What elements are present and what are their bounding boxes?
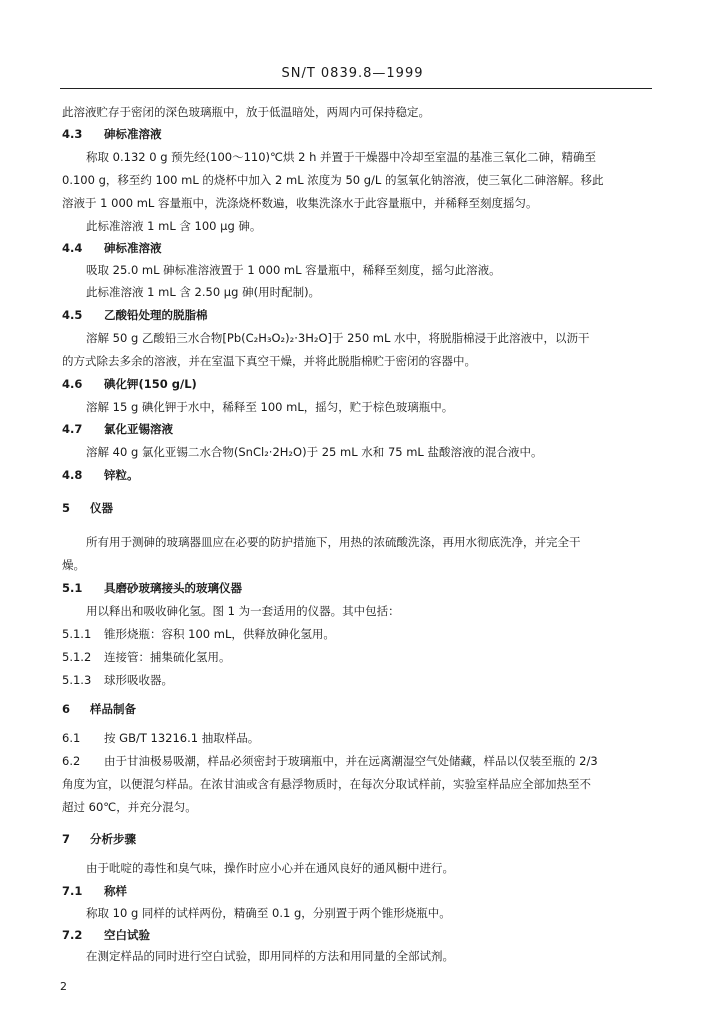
section-heading-7-1: 7.1 称样 (62, 884, 127, 898)
paragraph: 的方式除去多余的溶液，并在室温下真空干燥，并将此脱脂棉贮于密闭的容器中。 (62, 354, 476, 368)
paragraph: 吸取 25.0 mL 砷标准溶液置于 1 000 mL 容量瓶中，稀释至刻度，摇匀此溶液。 (86, 263, 501, 277)
paragraph: 称取 0.132 0 g 预先经(100～110)℃烘 2 h 并置于干燥器中冷却至室温的基准三氧化二砷，精确至 (86, 150, 597, 164)
paragraph: 此标准溶液 1 mL 含 2.50 μg 砷(用时配制)。 (86, 285, 321, 299)
paragraph: 由于吡啶的毒性和臭气味，操作时应小心并在通风良好的通风橱中进行。 (86, 861, 454, 875)
section-heading-5: 5 仪器 (62, 501, 113, 515)
item-6-1: 6.1 按 GB/T 13216.1 抽取样品。 (62, 731, 260, 745)
item-5-1-1: 5.1.1 锥形烧瓶：容积 100 mL，供释放砷化氢用。 (62, 627, 335, 641)
header-rule (60, 88, 652, 89)
standard-code-header: SN/T 0839.8—1999 (281, 66, 424, 81)
section-heading-4-3: 4.3 砷标准溶液 (62, 127, 162, 141)
section-heading-6: 6 样品制备 (62, 702, 136, 716)
paragraph: 溶解 50 g 乙酸铅三水合物[Pb(C₂H₃O₂)₂·3H₂O]于 250 mL 水中，将脱脂棉浸于此溶液中，以沥干 (86, 331, 590, 345)
paragraph: 溶液于 1 000 mL 容量瓶中，洗涤烧杯数遍，收集洗涤水于此容量瓶中，并稀释至刻度摇匀。 (62, 196, 538, 210)
section-heading-4-6: 4.6 碘化钾(150 g/L) (62, 377, 197, 391)
paragraph: 在测定样品的同时进行空白试验，即用同样的方法和用同量的全部试剂。 (86, 949, 454, 963)
page-number: 2 (60, 980, 67, 993)
section-heading-7: 7 分析步骤 (62, 832, 136, 846)
section-heading-4-7: 4.7 氯化亚锡溶液 (62, 422, 173, 436)
paragraph: 称取 10 g 同样的试样两份，精确至 0.1 g，分别置于两个锥形烧瓶中。 (86, 906, 451, 920)
paragraph: 溶解 15 g 碘化钾于水中，稀释至 100 mL，摇匀，贮于棕色玻璃瓶中。 (86, 400, 454, 414)
item-5-1-3: 5.1.3 球形吸收器。 (62, 673, 173, 687)
item-6-2: 6.2 由于甘油极易吸潮，样品必须密封于玻璃瓶中，并在远离潮湿空气处储藏，样品以仅装至瓶的 2/3 (62, 754, 598, 768)
paragraph: 所有用于测砷的玻璃器皿应在必要的防护措施下，用热的浓硫酸洗涤，再用水彻底洗净，并完全干 (86, 535, 581, 549)
paragraph: 角度为宜，以便混匀样品。在浓甘油或含有悬浮物质时，在每次分取试样前，实验室样品应全部加热至不 (62, 777, 591, 791)
paragraph: 此标准溶液 1 mL 含 100 μg 砷。 (86, 219, 262, 233)
section-heading-5-1: 5.1 具磨砂玻璃接头的玻璃仪器 (62, 581, 242, 595)
section-heading-7-2: 7.2 空白试验 (62, 928, 150, 942)
paragraph: 用以释出和吸收砷化氢。图 1 为一套适用的仪器。其中包括： (86, 604, 400, 618)
item-5-1-2: 5.1.2 连接管：捕集硫化氢用。 (62, 650, 231, 664)
paragraph: 溶解 40 g 氯化亚锡二水合物(SnCl₂·2H₂O)于 25 mL 水和 75 mL 盐酸溶液的混合液中。 (86, 445, 543, 459)
section-heading-4-4: 4.4 砷标准溶液 (62, 241, 162, 255)
section-heading-4-5: 4.5 乙酸铅处理的脱脂棉 (62, 308, 208, 322)
paragraph: 燥。 (62, 558, 85, 572)
section-heading-4-8: 4.8 锌粒。 (62, 468, 139, 482)
paragraph: 0.100 g，移至约 100 mL 的烧杯中加入 2 mL 浓度为 50 g/L 的氢氧化钠溶液，使三氧化二砷溶解。移此 (62, 173, 604, 187)
paragraph: 超过 60℃，并充分混匀。 (62, 800, 197, 814)
paragraph: 此溶液贮存于密闭的深色玻璃瓶中，放于低温暗处，两周内可保持稳定。 (62, 105, 430, 119)
